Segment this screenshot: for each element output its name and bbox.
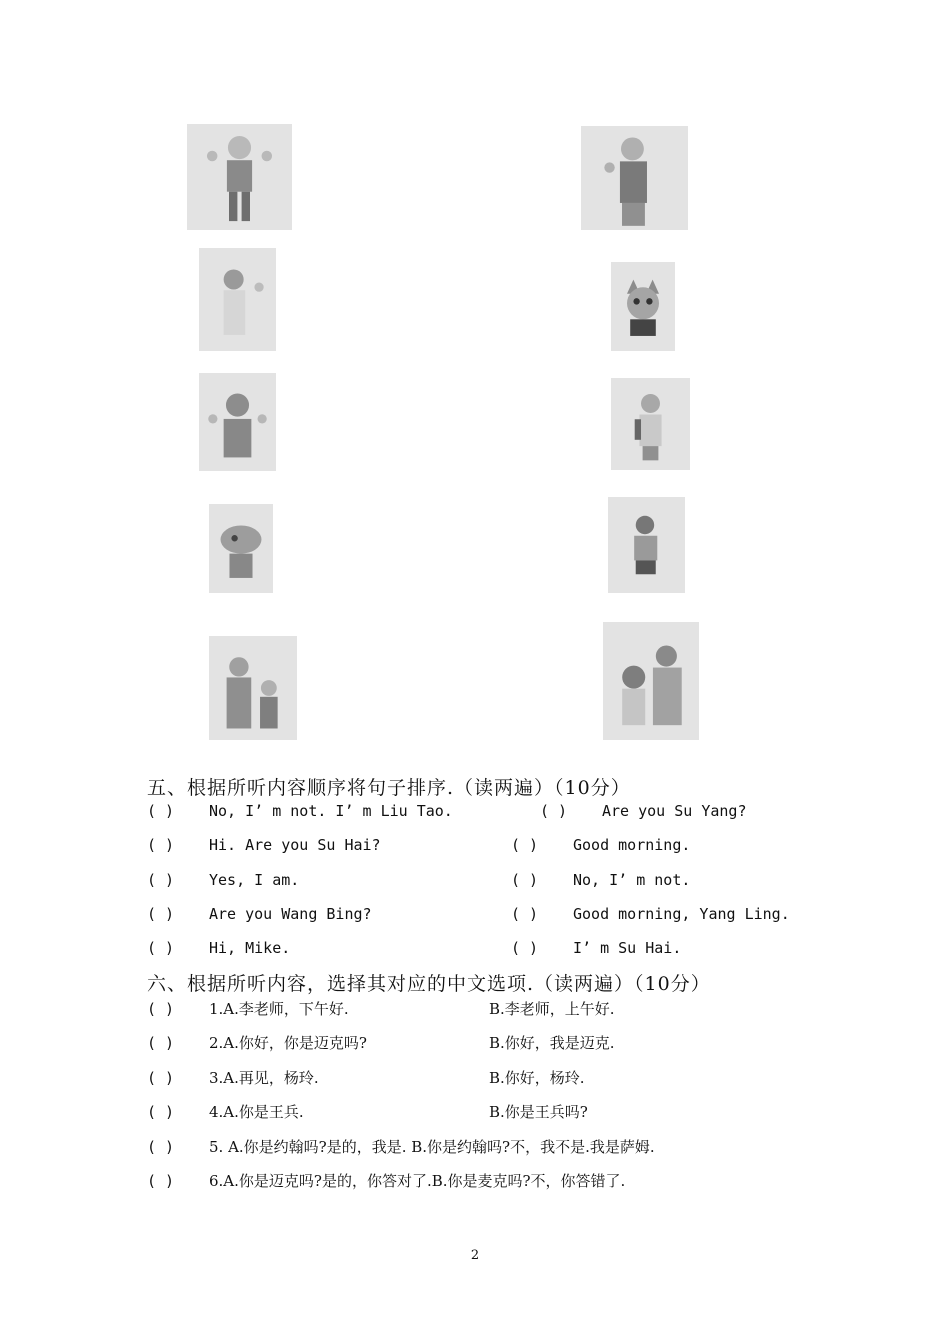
picture-father-and-boy xyxy=(209,636,297,740)
picture-cartoon-dog xyxy=(209,504,273,593)
s6-item-3: ( ) 3.A.再见，杨玲. xyxy=(147,1069,319,1087)
s5-right-item-3: ( ) No, I’ m not. xyxy=(511,871,691,889)
page-number: 2 xyxy=(470,1248,480,1263)
s5-right-item-1: ( ) Are you Su Yang? xyxy=(540,802,747,820)
picture-boy-standing xyxy=(608,497,685,593)
s6-item-1-b: B.李老师，上午好. xyxy=(489,1000,615,1018)
s5-left-item-3: ( ) Yes, I am. xyxy=(147,871,300,889)
s5-left-item-2: ( ) Hi. Are you Su Hai? xyxy=(147,836,381,854)
s6-item-6: ( ) 6.A.你是迈克吗?是的，你答对了.B.你是麦克吗?不，你答错了. xyxy=(147,1172,626,1190)
picture-cartoon-cat xyxy=(611,262,675,351)
picture-mother-and-girl xyxy=(603,622,699,740)
section-5-heading: 五、根据所听内容顺序将句子排序.（读两遍）（10分） xyxy=(147,777,631,799)
s6-item-4: ( ) 4.A.你是王兵. xyxy=(147,1103,304,1121)
picture-woman-waving xyxy=(581,126,688,230)
s6-item-2: ( ) 2.A.你好，你是迈克吗? xyxy=(147,1034,367,1052)
s5-right-item-2: ( ) Good morning. xyxy=(511,836,691,854)
section-6-heading: 六、根据所听内容，选择其对应的中文选项.（读两遍）（10分） xyxy=(147,973,711,995)
picture-girl-waving xyxy=(199,248,276,351)
s5-left-item-5: ( ) Hi, Mike. xyxy=(147,939,291,957)
s5-left-item-1: ( ) No, I’ m not. I’ m Liu Tao. xyxy=(147,802,453,820)
s5-left-item-4: ( ) Are you Wang Bing? xyxy=(147,905,372,923)
picture-boy-backpack xyxy=(611,378,690,470)
picture-boy-waving xyxy=(187,124,292,230)
s5-right-item-4: ( ) Good morning, Yang Ling. xyxy=(511,905,790,923)
s6-item-4-b: B.你是王兵吗? xyxy=(489,1103,588,1121)
picture-woman-glasses xyxy=(199,373,276,471)
s6-item-1: ( ) 1.A.李老师，下午好. xyxy=(147,1000,349,1018)
s6-item-3-b: B.你好，杨玲. xyxy=(489,1069,585,1087)
s6-item-2-b: B.你好，我是迈克. xyxy=(489,1034,615,1052)
s5-right-item-5: ( ) I’ m Su Hai. xyxy=(511,939,682,957)
s6-item-5: ( ) 5. A.你是约翰吗?是的，我是. B.你是约翰吗?不，我不是.我是萨姆. xyxy=(147,1138,655,1156)
